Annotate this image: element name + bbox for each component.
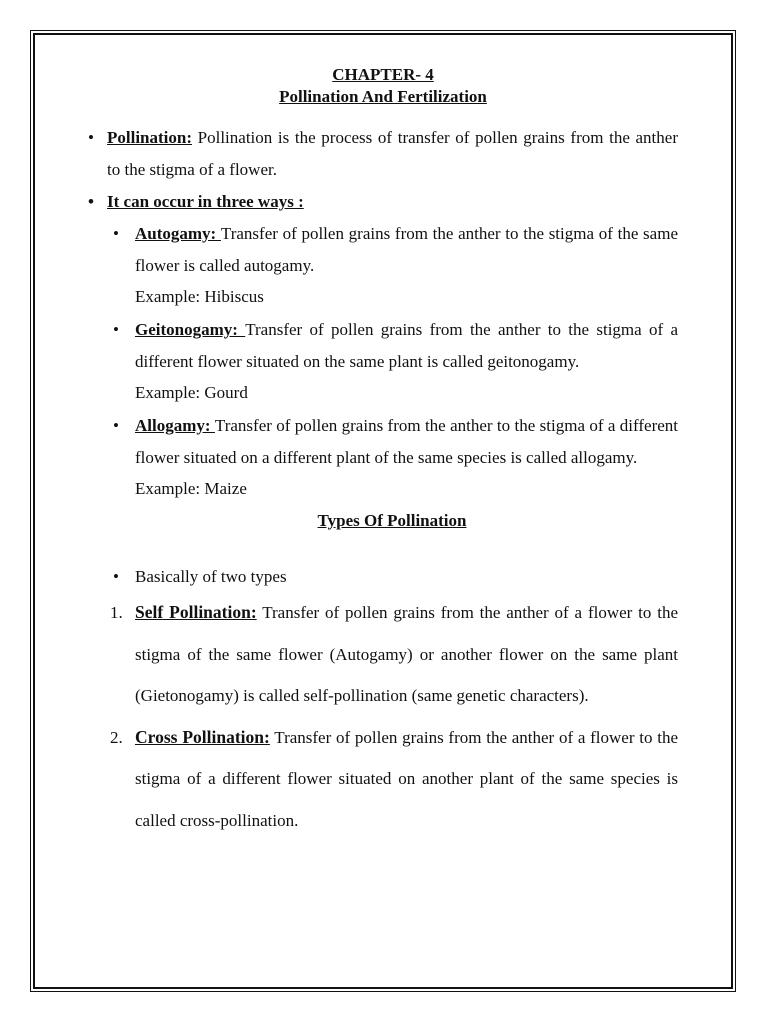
way-example: Example: Hibiscus (135, 287, 264, 306)
document-body (88, 60, 678, 841)
types-heading: Types Of Pollination (317, 511, 467, 530)
way-term: Autogamy: (135, 224, 221, 243)
way-example: Example: Maize (135, 479, 247, 498)
type-text: Transfer of pollen grains from the anther of a flower to the stigma of the same flower (Autogamy) or another flower on the same plant (Gietonogamy) is called self-pollination (same genetic characters). (135, 603, 678, 705)
way-text: Transfer of pollen grains from the anther to the stigma of a different flower situated on the same plant is called geitonogamy. (135, 320, 678, 371)
pollination-definition (88, 122, 678, 186)
way-text: Transfer of pollen grains from the anther to the stigma of the same flower is called autogamy. (135, 224, 678, 275)
way-text: Transfer of pollen grains from the anther to the stigma of a different flower situated on a different plant of the same species is called allogamy. (135, 416, 678, 467)
way-item-allogamy (135, 408, 678, 473)
type-text: Transfer of pollen grains from the anther of a flower to the stigma of a different flower situated on another plant of the same species is called cross-pollination. (135, 727, 678, 830)
way-item-autogamy (135, 216, 678, 281)
pollination-term: Pollination: (107, 128, 193, 147)
type-number: 1. (110, 603, 123, 622)
chapter-title: Pollination And Fertilization (279, 87, 487, 106)
way-term: Allogamy: (135, 416, 215, 435)
pollination-text: Pollination is the process of transfer of pollen grains from the anther to the stigma of a flower. (107, 128, 678, 179)
type-item-cross (110, 717, 678, 842)
ways-heading: • It can occur in three ways : (88, 188, 678, 216)
chapter-number: CHAPTER- 4 (332, 65, 434, 84)
type-term: Cross Pollination: (135, 726, 270, 747)
way-item-geitonogamy (135, 312, 678, 377)
type-term: Self Pollination: (135, 602, 257, 622)
basically-item: • Basically of two types (135, 562, 678, 592)
way-term: Geitonogamy: (135, 320, 246, 339)
type-number: 2. (110, 727, 123, 747)
way-example: Example: Gourd (135, 383, 248, 402)
type-item-self (110, 592, 678, 717)
